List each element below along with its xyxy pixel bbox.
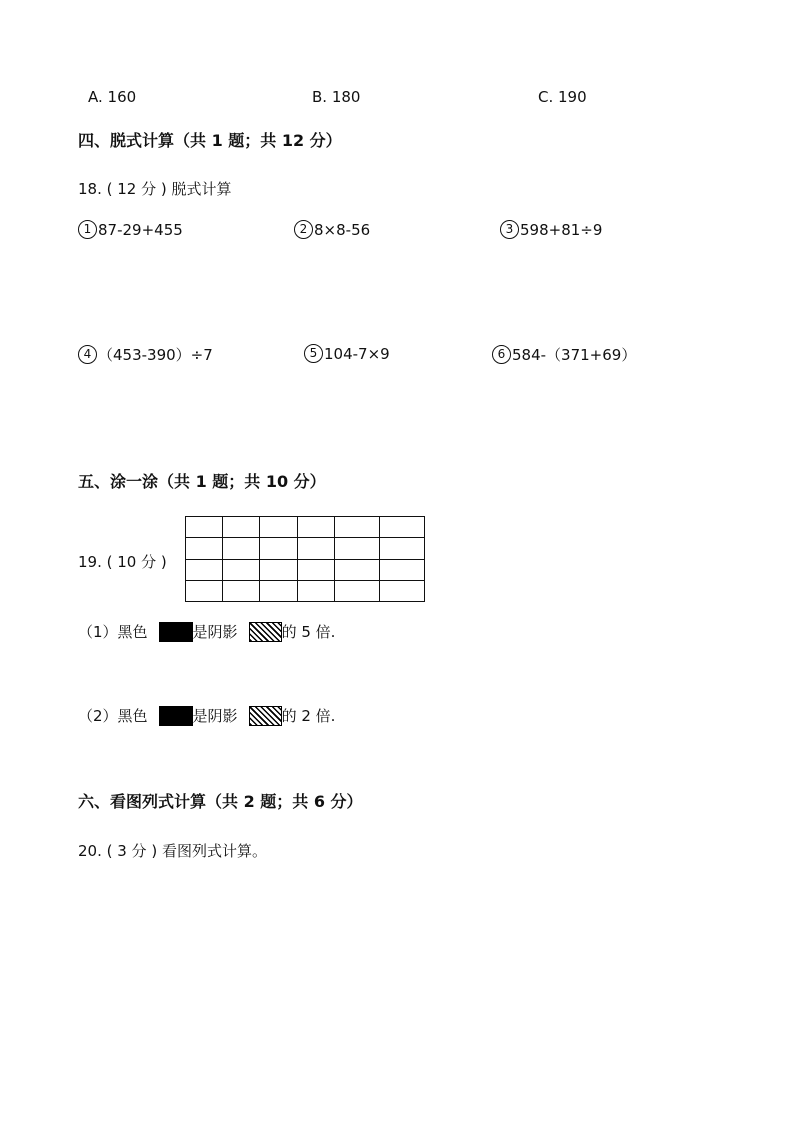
grid-cell[interactable] [223,580,260,601]
grid-cell[interactable] [223,559,260,580]
grid-cell[interactable] [260,538,298,559]
grid-cell[interactable] [298,517,335,538]
coloring-grid [185,516,425,602]
coloring-instruction-1 [78,621,335,642]
grid-cell[interactable] [380,538,425,559]
expression-3 [500,220,602,239]
circled-number-4: 4 [78,345,97,364]
option-a: A. 160 [88,88,137,106]
section-5-title: 五、涂一涂（共 1 题；共 10 分） [78,472,326,491]
grid-cell[interactable] [260,517,298,538]
circled-number-3: 3 [500,220,519,239]
grid-cell[interactable] [380,559,425,580]
instruction-suffix: 的 2 倍. [281,707,336,725]
grid-cell[interactable] [298,580,335,601]
grid-cell[interactable] [260,559,298,580]
expression-text: 598+81÷9 [520,220,603,239]
expression-6 [492,344,636,365]
grid-cell[interactable] [335,538,380,559]
grid-cell[interactable] [186,538,223,559]
coloring-instruction-2 [78,705,335,726]
black-swatch [159,706,193,726]
instruction-suffix: 的 5 倍. [281,623,336,641]
black-swatch [159,622,193,642]
grid-cell[interactable] [223,538,260,559]
option-c: C. 190 [538,88,587,106]
section-4-title: 四、脱式计算（共 1 题；共 12 分） [78,131,342,150]
hatched-swatch [249,706,282,726]
grid-cell[interactable] [186,580,223,601]
grid-row [186,538,425,559]
section-6-title: 六、看图列式计算（共 2 题；共 6 分） [78,792,363,811]
grid-cell[interactable] [335,517,380,538]
grid-cell[interactable] [335,559,380,580]
expression-1 [78,220,183,239]
hatched-swatch [249,622,282,642]
expression-text: 87-29+455 [98,220,183,239]
grid-cell[interactable] [380,517,425,538]
instruction-prefix: （1）黑色 [78,623,148,641]
grid-row [186,559,425,580]
expression-text: 8×8-56 [314,220,371,239]
expression-text: （453-390）÷7 [98,346,213,364]
instruction-middle: 是阴影 [192,623,238,641]
instruction-middle: 是阴影 [192,707,238,725]
circled-number-5: 5 [304,344,323,363]
expression-text: 584-（371+69） [512,346,637,364]
expression-5 [304,344,390,363]
circled-number-6: 6 [492,345,511,364]
expression-4 [78,344,213,365]
grid-cell[interactable] [186,517,223,538]
grid-cell[interactable] [260,580,298,601]
grid-cell[interactable] [298,538,335,559]
grid-cell[interactable] [380,580,425,601]
question-20: 20. ( 3 分 ) 看图列式计算。 [78,842,267,860]
instruction-prefix: （2）黑色 [78,707,148,725]
circled-number-2: 2 [294,220,313,239]
option-b: B. 180 [312,88,361,106]
circled-number-1: 1 [78,220,97,239]
expression-text: 104-7×9 [324,344,390,363]
expression-2 [294,220,370,239]
grid-cell[interactable] [298,559,335,580]
grid-row [186,580,425,601]
question-18: 18. ( 12 分 ) 脱式计算 [78,180,232,198]
grid-cell[interactable] [186,559,223,580]
grid-cell[interactable] [223,517,260,538]
grid-cell[interactable] [335,580,380,601]
grid-row [186,517,425,538]
question-19: 19. ( 10 分 ) [78,553,167,571]
